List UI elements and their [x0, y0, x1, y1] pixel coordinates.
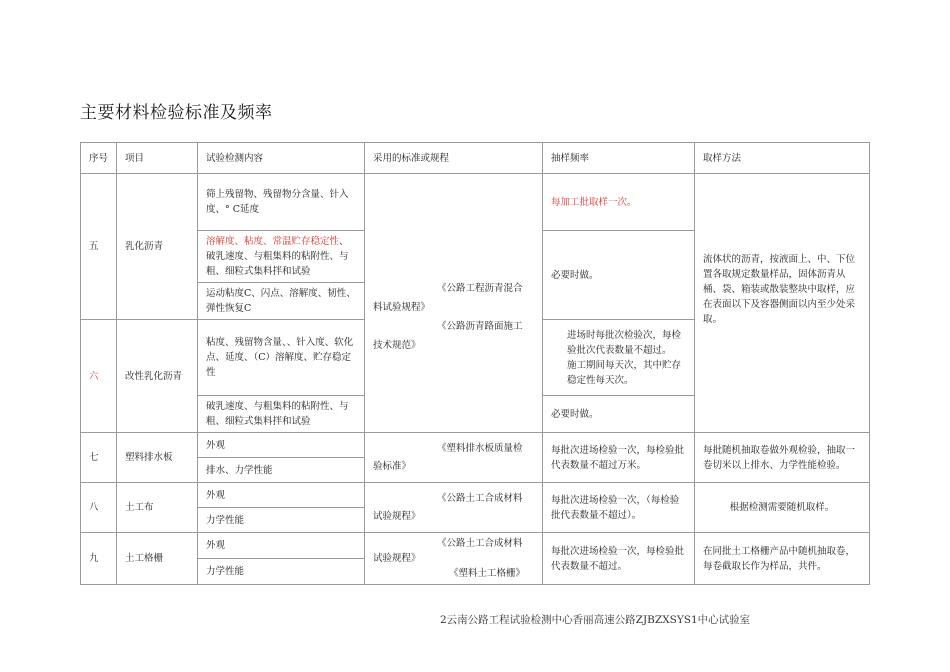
- frequency-text: 必要时做。: [543, 231, 695, 320]
- standard-text: 试验规程》: [373, 511, 421, 522]
- header-sampling: 取样方法: [695, 143, 870, 174]
- test-content-text: 、破乳速度、与粗集料的粘附性、与粗、细粒式集料拌和试验: [206, 236, 349, 277]
- standard-text: 料试验规程》: [373, 301, 431, 313]
- standard-text: 《塑料排水板质量检: [437, 443, 523, 454]
- row-item: 塑料排水板: [117, 433, 198, 483]
- standard-text: 验标准》: [373, 461, 412, 472]
- sampling-method: 每批随机抽取卷做外观检验，抽取一卷切米以上排水、力学性能检验。: [695, 433, 870, 483]
- header-standard: 采用的标准或规程: [365, 143, 543, 174]
- frequency-text: [543, 320, 695, 396]
- standard-text: 技术规范》: [373, 339, 421, 351]
- test-content: 排水、力学性能: [198, 458, 365, 483]
- row-item: 土工布: [117, 483, 198, 533]
- frequency-line: 进场时每批次检验次，每检验批次代表数量不超过。: [567, 329, 682, 356]
- header-content: 试验检测内容: [198, 143, 365, 174]
- sampling-method: 在同批土工格栅产品中随机抽取卷，每卷截取长作为样品，共件。: [695, 533, 870, 585]
- row-no: 九: [81, 533, 117, 585]
- table-row: [81, 533, 870, 559]
- test-content: 外观: [198, 533, 365, 559]
- standard-cell: [365, 433, 543, 483]
- table-header-row: [81, 143, 870, 174]
- standard-text: 《公路沥青路面施工: [437, 320, 523, 332]
- sampling-method: 流体状的沥青，按液面上、中、下位置各取规定数量样品，固体沥青从桶、袋、箱装或散装整块中取样，应在表面以下及容器侧面以内至少处采取。: [695, 174, 870, 433]
- table-row: [81, 483, 870, 508]
- row-no: 六: [81, 320, 117, 433]
- row-no: 七: [81, 433, 117, 483]
- test-content: 筛上残留物、残留物分含量、针入度、° C延度: [198, 174, 365, 231]
- frequency-text: 每批次进场检验一次，（每检验批代表数量不超过）。: [543, 483, 695, 533]
- header-frequency: 抽样频率: [543, 143, 695, 174]
- page-title: 主要材料检验标准及频率: [80, 103, 273, 123]
- row-item: 土工格栅: [117, 533, 198, 585]
- standard-text: 《塑料土工格栅》: [449, 568, 526, 579]
- table-row: [81, 174, 870, 231]
- highlight-text: 溶解度、粘度、常温贮存稳定性: [206, 236, 340, 247]
- frequency-line: 施工期间每天次，其中贮存稳定性每天次。: [567, 359, 682, 386]
- test-content: 外观: [198, 483, 365, 508]
- page-footer: 2云南公路工程试验检测中心香丽高速公路ZJBZXSYS1中心试验室: [440, 614, 751, 626]
- test-content: 运动粘度C、闪点、溶解度、韧性、弹性恢复C: [198, 283, 365, 320]
- row-no: 八: [81, 483, 117, 533]
- standard-cell: [365, 533, 543, 585]
- frequency-text: 每批次进场检验一次，每检验批代表数量不超过万米。: [543, 433, 695, 483]
- standard-text: 《公路土工合成材料: [437, 538, 523, 549]
- header-no: 序号: [81, 143, 117, 174]
- test-content: 力学性能: [198, 508, 365, 533]
- header-item: 项目: [117, 143, 198, 174]
- standards-table: [80, 142, 870, 585]
- standard-cell: [365, 483, 543, 533]
- row-item: 乳化沥青: [117, 174, 198, 320]
- frequency-text: 每加工批取样一次。: [543, 174, 695, 231]
- test-content: 粘度、残留物含量、、针入度、软化点、延度、（C）溶解度、贮存稳定性: [198, 320, 365, 396]
- table-row: [81, 433, 870, 458]
- frequency-text: 每批次进场检验一次，每检验批代表数量不超过。: [543, 533, 695, 585]
- row-item: 改性乳化沥青: [117, 320, 198, 433]
- row-no: 五: [81, 174, 117, 320]
- test-content: 破乳速度、与粗集料的粘附性、与粗、细粒式集料拌和试验: [198, 396, 365, 433]
- standard-text: 《公路工程沥青混合: [437, 282, 523, 294]
- frequency-text: 必要时做。: [543, 396, 695, 433]
- standard-text: 《公路土工合成材料: [437, 493, 523, 504]
- sampling-method: 根据检测需要随机取样。: [695, 483, 870, 533]
- standard-text: 试验规程》: [373, 553, 421, 564]
- test-content: 外观: [198, 433, 365, 458]
- test-content: 力学性能: [198, 559, 365, 585]
- test-content: [198, 231, 365, 283]
- standard-cell: [365, 174, 543, 433]
